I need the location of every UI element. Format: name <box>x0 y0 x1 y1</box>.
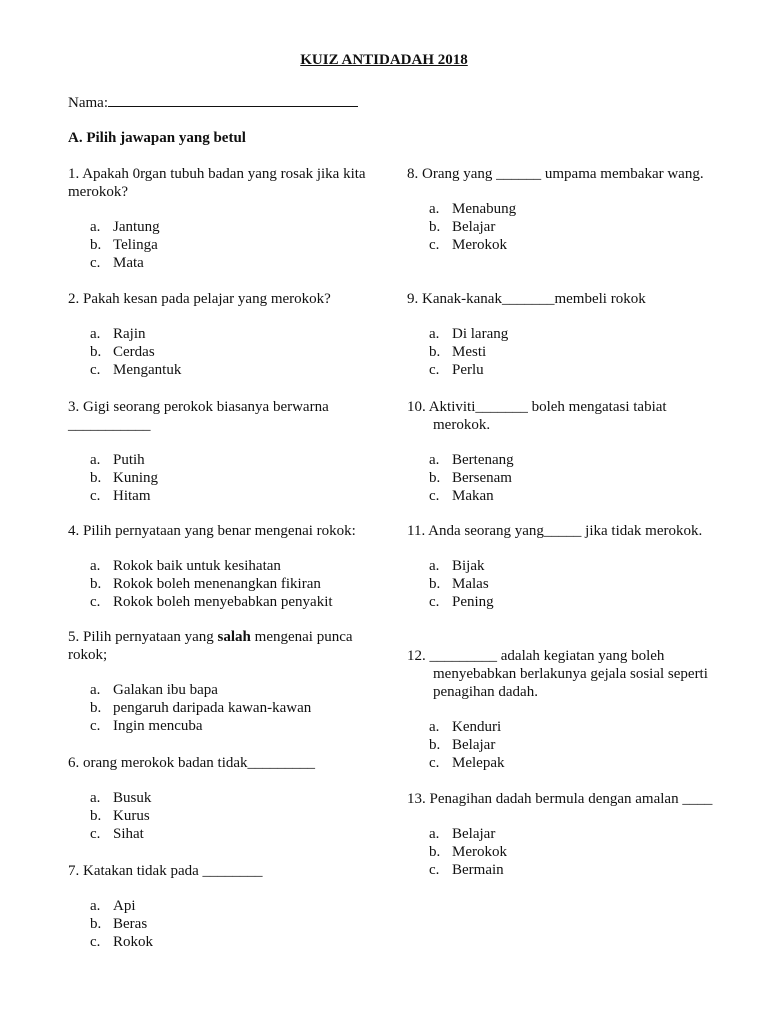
option-text: Api <box>113 898 136 914</box>
answer-option[interactable] <box>429 487 727 505</box>
answer-options <box>407 200 727 254</box>
option-letter: a. <box>90 682 101 698</box>
option-text: Jantung <box>113 219 160 235</box>
option-text: Belajar <box>452 826 496 842</box>
option-letter: c. <box>90 594 101 610</box>
answer-option[interactable] <box>429 825 727 843</box>
option-letter: a. <box>429 326 440 342</box>
option-text: Belajar <box>452 737 496 753</box>
question-body: Penagihan dadah bermula dengan amalan ____ <box>429 791 713 807</box>
option-letter: a. <box>90 898 101 914</box>
option-letter: c. <box>90 488 101 504</box>
answer-options <box>407 451 727 505</box>
question-text <box>68 398 368 434</box>
option-letter: c. <box>429 594 440 610</box>
option-letter: b. <box>429 219 441 235</box>
option-letter: a. <box>429 558 440 574</box>
option-text: Kenduri <box>452 719 502 735</box>
question-body: Orang yang ______ umpama membakar wang. <box>422 166 704 182</box>
option-letter: a. <box>90 452 101 468</box>
option-text: Busuk <box>113 790 152 806</box>
answer-option[interactable] <box>90 699 368 717</box>
question-number: 7. <box>68 863 83 879</box>
answer-options <box>68 557 368 611</box>
option-letter: a. <box>429 201 440 217</box>
question-11 <box>407 522 727 611</box>
answer-option[interactable] <box>90 717 368 735</box>
question-2 <box>68 290 368 379</box>
answer-option[interactable] <box>90 469 368 487</box>
answer-options <box>68 681 368 735</box>
answer-option[interactable] <box>90 487 368 505</box>
option-text: Kurus <box>113 808 150 824</box>
answer-option[interactable] <box>429 451 727 469</box>
answer-option[interactable] <box>90 897 368 915</box>
answer-options <box>68 451 368 505</box>
answer-option[interactable] <box>429 718 727 736</box>
answer-options <box>68 218 368 272</box>
option-letter: b. <box>90 808 102 824</box>
option-text: Bermain <box>452 862 504 878</box>
answer-option[interactable] <box>90 343 368 361</box>
question-text <box>407 522 727 540</box>
option-text: Mata <box>113 255 144 271</box>
question-number: 10. <box>407 399 429 415</box>
option-letter: a. <box>429 719 440 735</box>
option-letter: b. <box>90 700 102 716</box>
question-body: Katakan tidak pada ________ <box>83 863 263 879</box>
option-text: Merokok <box>452 237 507 253</box>
question-number: 8. <box>407 166 422 182</box>
option-text: Hitam <box>113 488 151 504</box>
answer-option[interactable] <box>90 681 368 699</box>
option-letter: b. <box>90 344 102 360</box>
answer-option[interactable] <box>90 325 368 343</box>
name-field <box>68 93 358 112</box>
option-letter: b. <box>90 916 102 932</box>
question-7 <box>68 862 368 951</box>
option-letter: b. <box>429 470 441 486</box>
question-body: Gigi seorang perokok biasanya berwarna ___________ <box>68 399 329 433</box>
option-text: Galakan ibu bapa <box>113 682 218 698</box>
question-number: 6. <box>68 755 83 771</box>
answer-option[interactable] <box>429 557 727 575</box>
option-text: pengaruh daripada kawan-kawan <box>113 700 312 716</box>
question-number: 1. <box>68 166 83 182</box>
answer-option[interactable] <box>90 218 368 236</box>
answer-options <box>68 325 368 379</box>
answer-option[interactable] <box>429 593 727 611</box>
answer-option[interactable] <box>429 218 727 236</box>
option-text: Kuning <box>113 470 158 486</box>
option-letter: b. <box>90 237 102 253</box>
question-3 <box>68 398 368 505</box>
question-emphasis: salah <box>217 629 251 645</box>
question-13 <box>407 790 727 879</box>
answer-option[interactable] <box>429 736 727 754</box>
option-letter: a. <box>429 452 440 468</box>
option-text: Ingin mencuba <box>113 718 203 734</box>
question-body: Pilih pernyataan yang benar mengenai rokok: <box>83 523 356 539</box>
option-text: Menabung <box>452 201 517 217</box>
question-number: 12. <box>407 648 430 664</box>
question-text <box>68 165 368 201</box>
option-text: Pening <box>452 594 494 610</box>
answer-options <box>407 825 727 879</box>
answer-option[interactable] <box>429 754 727 772</box>
name-label: Nama: <box>68 95 108 111</box>
option-text: Putih <box>113 452 145 468</box>
option-text: Bersenam <box>452 470 512 486</box>
question-body: mengenai punca rokok; <box>68 629 353 663</box>
option-text: Mengantuk <box>113 362 182 378</box>
answer-option[interactable] <box>90 557 368 575</box>
answer-option[interactable] <box>90 593 368 611</box>
option-letter: a. <box>90 219 101 235</box>
option-text: Telinga <box>113 237 158 253</box>
option-text: Perlu <box>452 362 484 378</box>
name-blank-line[interactable] <box>108 93 358 107</box>
question-text <box>68 754 368 772</box>
answer-options <box>407 557 727 611</box>
question-6 <box>68 754 368 843</box>
option-text: Rokok <box>113 934 154 950</box>
question-text <box>68 862 368 880</box>
option-text: Bijak <box>452 558 485 574</box>
answer-option[interactable] <box>429 361 727 379</box>
question-number: 3. <box>68 399 83 415</box>
answer-option[interactable] <box>90 236 368 254</box>
option-letter: a. <box>90 326 101 342</box>
answer-option[interactable] <box>90 451 368 469</box>
question-text <box>407 290 727 308</box>
question-body: _________ adalah kegiatan yang boleh menyebabkan berlakunya gejala sosial seperti penagihan dadah. <box>429 648 708 700</box>
answer-option[interactable] <box>90 807 368 825</box>
question-text <box>407 165 727 183</box>
option-text: Bertenang <box>452 452 514 468</box>
option-text: Merokok <box>452 844 507 860</box>
answer-option[interactable] <box>90 789 368 807</box>
answer-option[interactable] <box>429 861 727 879</box>
option-text: Belajar <box>452 219 496 235</box>
answer-option[interactable] <box>90 933 368 951</box>
question-text <box>68 290 368 308</box>
option-text: Sihat <box>113 826 144 842</box>
question-body: Aktiviti_______ boleh mengatasi tabiat merokok. <box>428 399 667 433</box>
answer-options <box>407 718 727 772</box>
question-body: Pilih pernyataan yang <box>83 629 218 645</box>
question-9 <box>407 290 727 379</box>
answer-option[interactable] <box>429 343 727 361</box>
option-text: Melepak <box>452 755 505 771</box>
answer-option[interactable] <box>90 825 368 843</box>
option-letter: b. <box>429 576 441 592</box>
answer-option[interactable] <box>429 843 727 861</box>
question-4 <box>68 522 368 611</box>
question-10 <box>407 398 727 505</box>
question-text <box>407 790 727 808</box>
option-letter: b. <box>429 844 441 860</box>
answer-option[interactable] <box>429 200 727 218</box>
question-text <box>407 398 727 434</box>
answer-option[interactable] <box>90 915 368 933</box>
question-12 <box>407 647 727 772</box>
question-number: 5. <box>68 629 83 645</box>
answer-option[interactable] <box>429 575 727 593</box>
option-letter: b. <box>90 576 102 592</box>
question-body: Kanak-kanak_______membeli rokok <box>422 291 646 307</box>
question-number: 4. <box>68 523 83 539</box>
option-text: Mesti <box>452 344 487 360</box>
option-text: Makan <box>452 488 494 504</box>
question-number: 11. <box>407 523 429 539</box>
question-text <box>407 647 727 701</box>
quiz-title: KUIZ ANTIDADAH 2018 <box>300 52 468 68</box>
option-letter: c. <box>429 488 440 504</box>
option-text: Rokok boleh menenangkan fikiran <box>113 576 321 592</box>
answer-option[interactable] <box>90 575 368 593</box>
section-heading: A. Pilih jawapan yang betul <box>68 130 246 146</box>
option-text: Rokok boleh menyebabkan penyakit <box>113 594 333 610</box>
question-text <box>68 522 368 540</box>
option-text: Beras <box>113 916 148 932</box>
answer-options <box>68 897 368 951</box>
option-text: Rajin <box>113 326 146 342</box>
answer-option[interactable] <box>429 469 727 487</box>
question-text <box>68 628 368 664</box>
question-number: 2. <box>68 291 83 307</box>
option-letter: c. <box>90 826 101 842</box>
option-text: Rokok baik untuk kesihatan <box>113 558 281 574</box>
question-body: orang merokok badan tidak_________ <box>83 755 316 771</box>
question-1 <box>68 165 368 272</box>
question-body: Anda seorang yang_____ jika tidak merokok. <box>428 523 703 539</box>
answer-option[interactable] <box>90 361 368 379</box>
option-letter: c. <box>429 862 440 878</box>
option-letter: c. <box>429 237 440 253</box>
option-letter: a. <box>429 826 440 842</box>
question-8 <box>407 165 727 254</box>
option-letter: c. <box>90 718 101 734</box>
answer-options <box>407 325 727 379</box>
option-letter: c. <box>90 362 101 378</box>
option-text: Cerdas <box>113 344 155 360</box>
question-body: Pakah kesan pada pelajar yang merokok? <box>83 291 331 307</box>
question-body: Apakah 0rgan tubuh badan yang rosak jika kita merokok? <box>68 166 366 200</box>
answer-option[interactable] <box>429 236 727 254</box>
option-letter: b. <box>429 737 441 753</box>
option-letter: a. <box>90 558 101 574</box>
option-letter: a. <box>90 790 101 806</box>
option-letter: b. <box>429 344 441 360</box>
question-number: 9. <box>407 291 422 307</box>
answer-option[interactable] <box>429 325 727 343</box>
option-letter: c. <box>429 362 440 378</box>
option-letter: c. <box>429 755 440 771</box>
option-letter: c. <box>90 934 101 950</box>
question-number: 13. <box>407 791 430 807</box>
answer-option[interactable] <box>90 254 368 272</box>
option-letter: b. <box>90 470 102 486</box>
option-text: Di larang <box>452 326 509 342</box>
option-text: Malas <box>452 576 489 592</box>
option-letter: c. <box>90 255 101 271</box>
question-5 <box>68 628 368 735</box>
answer-options <box>68 789 368 843</box>
